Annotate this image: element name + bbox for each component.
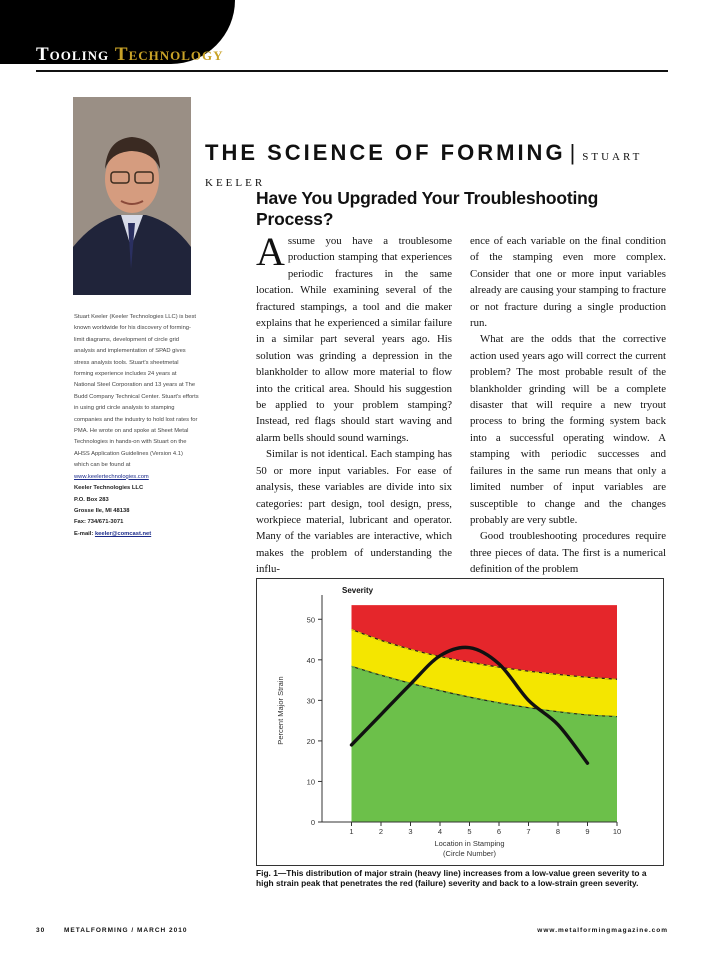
- x-tick-label: 5: [467, 827, 472, 836]
- paragraph-2: Similar is not identical. Each stamping has 50 or more input variables. For ease of analysis, these variables are divide into six categories: part design, tool design, press, workpiece material, lubricant and operator. Many of the variables are interactive, which makes the problem of understanding the influ-: [256, 448, 452, 576]
- y-tick-label: 20: [306, 736, 315, 746]
- severity-chart: [256, 578, 664, 866]
- x-tick-label: 4: [437, 827, 443, 836]
- column-title: [205, 140, 704, 192]
- paragraph-1: [256, 229, 452, 446]
- figure-caption: Fig. 1—This distribution of major strain (heavy line) increases from a low-value green severity to a high strain peak that penetrates the red (failure) severity and back to a low-strain green severity.: [256, 868, 647, 889]
- x-tick-label: 2: [378, 827, 384, 836]
- x-tick-label: 6: [496, 827, 502, 836]
- y-tick-label: 40: [306, 655, 315, 665]
- author-photo: [73, 97, 191, 295]
- brand-word-technology: Technology: [114, 44, 224, 65]
- paragraph-5: Good troubleshooting procedures require three pieces of data. The first is a numerical definition of the problem: [470, 530, 666, 576]
- x-tick-label: 10: [612, 827, 622, 836]
- website-link[interactable]: www.keelertechnologies.com: [74, 473, 149, 480]
- y-tick-label: 50: [306, 615, 315, 625]
- x-tick-label: 1: [349, 827, 354, 836]
- chart-svg: [257, 579, 663, 865]
- issue-info: METALFORMING / MARCH 2010: [64, 927, 188, 934]
- x-tick-label: 7: [526, 827, 531, 836]
- x-axis-label: Location in Stamping: [434, 839, 505, 848]
- y-axis-label: Percent Major Strain: [276, 676, 285, 745]
- company-name: Keeler Technologies LLC: [74, 485, 144, 492]
- x-axis-label-unit: (Circle Number): [443, 849, 496, 858]
- page-number: 30: [36, 927, 46, 934]
- x-tick-label: 9: [585, 827, 590, 836]
- x-tick-label: 8: [555, 827, 561, 836]
- email-link[interactable]: keeler@comcast.net: [94, 530, 152, 537]
- section-brand: [36, 44, 224, 66]
- po-box: P.O. Box 283: [74, 496, 109, 503]
- y-tick-label: 10: [306, 777, 315, 787]
- title-separator: |: [569, 140, 579, 165]
- paragraph-1-text: ssume you have a troublesome production stamping that experiences periodic fractures in the same location. While examining several of the fractured stampings, a tool and die maker explains that he experienced a similar failure in a similar part several years ago. His solution was grinding a depression in the blankholder to allow more material to flow into the critical area. Should his suggestion be applied to your problem stamping? Instead, red flags should start waving and alarm bells should sound warnings.: [256, 235, 452, 444]
- body-column-2: [470, 233, 666, 578]
- body-column-1: [256, 229, 452, 578]
- y-tick-label: 0: [310, 818, 315, 827]
- paragraph-4: What are the odds that the corrective action used years ago will correct the current problem? The most probable result of the blankholder grinding will be a complete disaster that will require a new tryout process to bring the forming system back into a successful operating window. A stamping with periodic successes and failures in the same run means that only a limited number of input variables are susceptible to change and the changes probably are very subtle.: [470, 333, 666, 526]
- column-author: STUART KEELER: [205, 151, 643, 189]
- email-label: E-mail:: [74, 530, 94, 537]
- x-tick-label: 3: [408, 827, 413, 836]
- brand-word-tooling: Tooling: [36, 44, 110, 65]
- author-bio: [74, 312, 199, 540]
- bio-text: Stuart Keeler (Keeler Technologies LLC) is best known worldwide for his discovery of forming-limit diagrams, development of circle grid analysis and implementation of SPAD gives stress analysis tools. Stuart's sheetmetal forming experience includes 24 years at National Steel Corporation and 13 years at The Budd Company Technical Center. Stuart's efforts in using grid circle analysis to stamping companies and the industry to hold lost rates for PMA. He wrote on and spoke at Sheet Metal Technologies in hands-on with Stuart on the AHSS Application Guidelines (Version 4.1) which can be found at: [74, 314, 199, 469]
- chart-title: Severity: [342, 586, 374, 595]
- fax: Fax: 734/671-3071: [74, 519, 124, 526]
- column-name: THE SCIENCE OF FORMING: [205, 140, 566, 165]
- article-headline: Have You Upgraded Your Troubleshooting Process?: [256, 188, 599, 229]
- y-tick-label: 30: [306, 696, 315, 706]
- city: Grosse Ile, MI 48138: [74, 507, 130, 514]
- drop-cap: A: [256, 229, 285, 274]
- paragraph-3: ence of each variable on the final condition of the stamping even more complex. Consider that one or more input variables already are causing your stamping to fracture or not fracture during a single production run.: [470, 235, 666, 330]
- email-line: [74, 529, 199, 540]
- footer-website: www.metalformingmagazine.com: [537, 927, 668, 934]
- header-rule: [36, 70, 668, 72]
